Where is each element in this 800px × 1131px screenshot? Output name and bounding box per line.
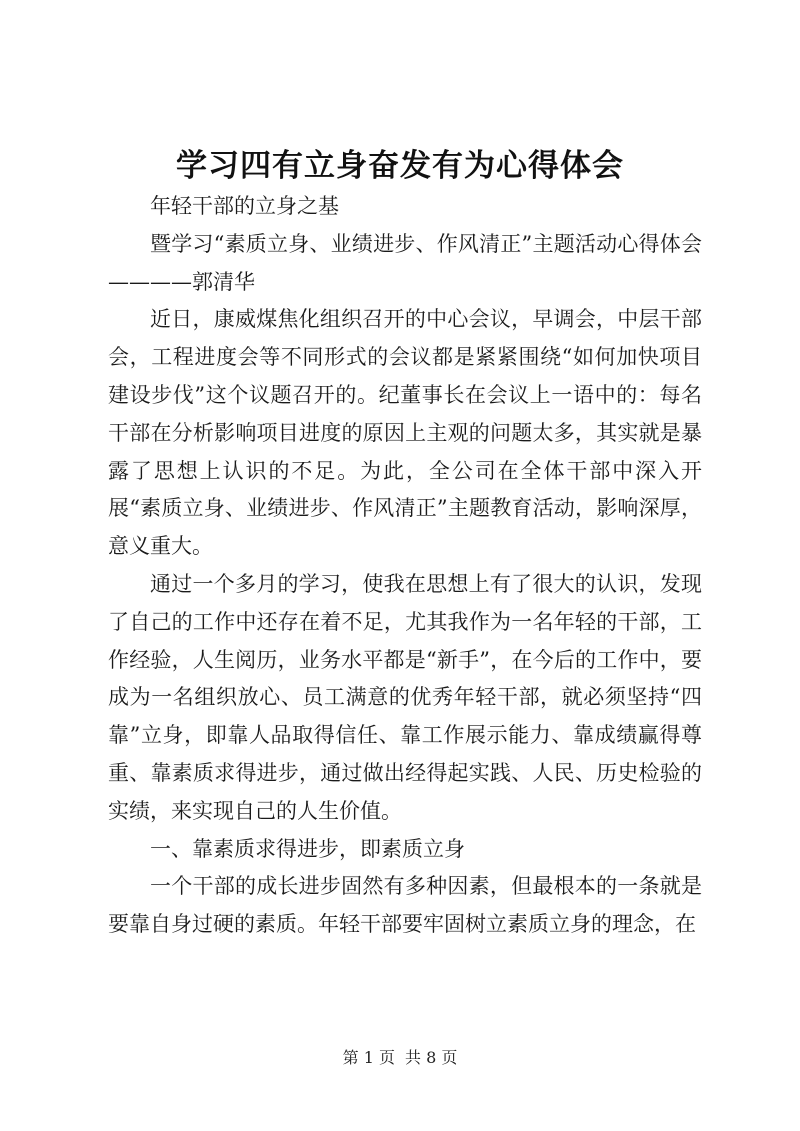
- page-footer: [0, 1045, 800, 1068]
- body-paragraph: 通过一个多月的学习，使我在思想上有了很大的认识，发现了自己的工作中还存在着不足，尤其我作为一名年轻的干部，工作经验，人生阅历，业务水平都是“新手”，在今后的工作中，要成为一名组织放心、员工满意的优秀年轻干部，就必须坚持“四靠”立身，即靠人品取得信任、靠工作展示能力、靠成绩赢得尊重、靠素质求得进步，通过做出经得起实践、人民、历史检验的实绩，来实现自己的人生价值。: [108, 571, 702, 823]
- subtitle-paragraph: 年轻干部的立身之基: [150, 194, 339, 218]
- page-number: 第 1 页: [342, 1048, 395, 1067]
- document-body: [108, 188, 702, 944]
- byline-paragraph: 暨学习“素质立身、业绩进步、作风清正”主题活动心得体会————郭清华: [108, 231, 702, 294]
- section-heading: 一、靠素质求得进步，即素质立身: [150, 836, 465, 861]
- body-paragraph: 近日，康威煤焦化组织召开的中心会议，早调会，中层干部会，工程进度会等不同形式的会议都是紧紧围绕“如何加快项目建设步伐”这个议题召开的。纪董事长在会议上一语中的：每名干部在分析影响项目进度的原因上主观的问题太多，其实就是暴露了思想上认识的不足。为此，全公司在全体干部中深入开展“素质立身、业绩进步、作风清正”主题教育活动，影响深厚，意义重大。: [108, 307, 702, 559]
- document-title: 学习四有立身奋发有为心得体会: [176, 148, 624, 184]
- page-total: 共 8 页: [405, 1048, 458, 1067]
- body-paragraph: 一个干部的成长进步固然有多种因素，但最根本的一条就是要靠自身过硬的素质。年轻干部要牢固树立素质立身的理念，在: [108, 874, 702, 937]
